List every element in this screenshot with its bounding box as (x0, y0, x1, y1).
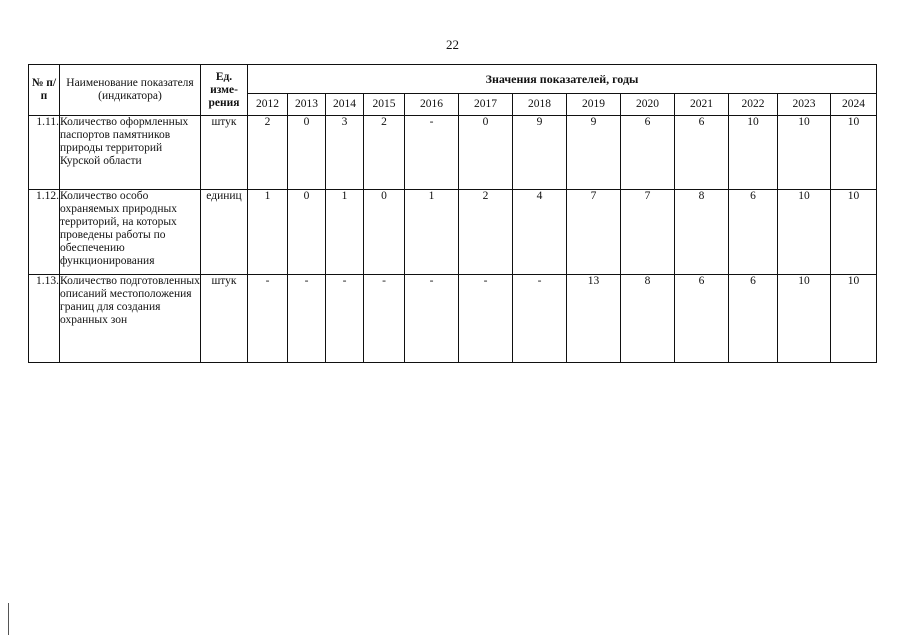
header-name: Наименование показателя (индикатора) (60, 65, 201, 116)
header-year: 2018 (513, 94, 567, 116)
table-row (29, 275, 877, 363)
header-year: 2016 (405, 94, 459, 116)
header-row (29, 65, 877, 94)
indicator-value: 9 (567, 116, 621, 190)
header-year: 2012 (248, 94, 288, 116)
indicator-value: 1 (248, 190, 288, 275)
indicator-value: 6 (675, 275, 729, 363)
indicator-value: 6 (675, 116, 729, 190)
indicator-value: 10 (729, 116, 778, 190)
header-year: 2024 (831, 94, 877, 116)
page-number: 22 (446, 37, 459, 52)
indicator-value: 6 (729, 275, 778, 363)
indicator-value: 10 (778, 116, 831, 190)
indicator-value: - (513, 275, 567, 363)
header-unit: Ед. изме-рения (201, 65, 248, 116)
indicator-unit: единиц (201, 190, 248, 275)
indicator-value: 1 (405, 190, 459, 275)
indicator-value: - (405, 275, 459, 363)
header-year: 2023 (778, 94, 831, 116)
scan-margin-line (8, 603, 9, 635)
indicator-value: 0 (364, 190, 405, 275)
header-year: 2021 (675, 94, 729, 116)
indicator-value: 2 (459, 190, 513, 275)
indicator-value: - (326, 275, 364, 363)
indicator-unit: штук (201, 116, 248, 190)
indicator-value: 1 (326, 190, 364, 275)
indicator-value: 6 (621, 116, 675, 190)
header-num: № п/п (29, 65, 60, 116)
indicator-value: - (248, 275, 288, 363)
indicator-value: - (405, 116, 459, 190)
indicator-name: Количество особо охраняемых природных территорий, на которых проведены работы по обеспечению функционирования (60, 190, 201, 275)
table-row (29, 190, 877, 275)
indicator-value: 6 (729, 190, 778, 275)
indicator-value: 3 (326, 116, 364, 190)
indicator-value: 8 (621, 275, 675, 363)
header-year: 2019 (567, 94, 621, 116)
indicator-value: 7 (621, 190, 675, 275)
indicator-name: Количество оформленных паспортов памятников природы территорий Курской области (60, 116, 201, 190)
indicator-value: 2 (364, 116, 405, 190)
indicator-value: 0 (459, 116, 513, 190)
indicator-value: 10 (831, 190, 877, 275)
indicator-unit: штук (201, 275, 248, 363)
indicator-value: 0 (288, 116, 326, 190)
header-year: 2022 (729, 94, 778, 116)
header-year: 2013 (288, 94, 326, 116)
header-year: 2017 (459, 94, 513, 116)
indicator-value: 10 (831, 275, 877, 363)
header-values-group: Значения показателей, годы (248, 65, 877, 94)
row-number: 1.11. (29, 116, 60, 190)
indicator-value: 2 (248, 116, 288, 190)
indicator-value: 10 (831, 116, 877, 190)
header-year: 2014 (326, 94, 364, 116)
indicator-value: - (364, 275, 405, 363)
indicator-value: 10 (778, 190, 831, 275)
indicators-table (28, 64, 877, 363)
indicator-value: 4 (513, 190, 567, 275)
indicator-value: 0 (288, 190, 326, 275)
indicator-value: 13 (567, 275, 621, 363)
indicator-value: 7 (567, 190, 621, 275)
row-number: 1.13. (29, 275, 60, 363)
table-row (29, 116, 877, 190)
indicator-value: - (459, 275, 513, 363)
header-year: 2020 (621, 94, 675, 116)
indicator-value: 9 (513, 116, 567, 190)
indicator-name: Количество подготовленных описаний местоположения границ для создания охранных зон (60, 275, 201, 363)
indicator-value: - (288, 275, 326, 363)
header-year: 2015 (364, 94, 405, 116)
indicator-value: 8 (675, 190, 729, 275)
indicator-value: 10 (778, 275, 831, 363)
row-number: 1.12. (29, 190, 60, 275)
